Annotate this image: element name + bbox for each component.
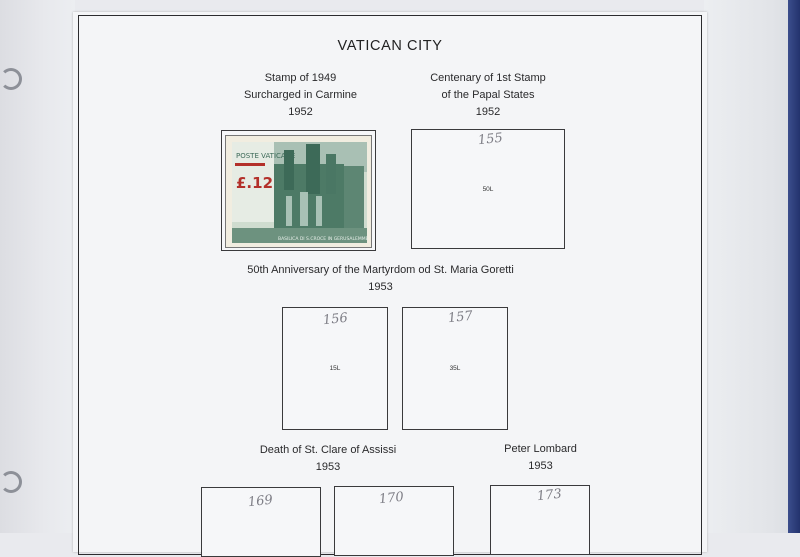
heading-line: of the Papal States	[441, 89, 535, 101]
album-page-edges	[704, 0, 800, 533]
heading-year: 1952	[475, 106, 501, 118]
stamp-slot	[201, 487, 321, 557]
section-heading-goretti	[183, 262, 578, 296]
stamp-caption: BASILICA DI S.CROCE IN GERUSALEMME	[278, 237, 369, 242]
stamp-header: POSTE VATICANE	[236, 152, 296, 160]
denomination-label: 15L	[329, 365, 341, 372]
catalog-number: 170	[378, 489, 405, 508]
binder-cover	[788, 0, 800, 533]
page-title: VATICAN CITY	[337, 38, 443, 54]
heading-line: Death of St. Clare of Assissi	[259, 444, 397, 456]
stamp-slot	[411, 129, 565, 249]
catalog-number: 173	[536, 486, 563, 505]
stamp-slot	[334, 486, 454, 556]
binder-ring	[0, 471, 22, 493]
catalog-number: 156	[322, 310, 349, 329]
heading-line: Centenary of 1st Stamp	[430, 72, 546, 84]
section-heading-st-clare	[233, 442, 423, 476]
stamp-slot	[282, 307, 388, 430]
heading-year: 1952	[288, 106, 313, 118]
heading-line: 50th Anniversary of the Martyrdom od St. Maria Goretti	[247, 264, 514, 276]
heading-year: 1953	[368, 281, 393, 293]
heading-line: Stamp of 1949	[264, 72, 337, 84]
stamp-mount	[221, 130, 376, 251]
stamp-surcharge-value: £.12	[236, 174, 274, 192]
catalog-number: 169	[247, 492, 274, 511]
heading-line: Peter Lombard	[504, 443, 577, 455]
stamp-slot	[402, 307, 508, 430]
catalog-number: 157	[447, 308, 474, 327]
album-page	[73, 12, 707, 552]
stamp-slot	[490, 485, 590, 555]
section-heading-peter-lombard	[473, 441, 608, 475]
denomination-label: 35L	[449, 365, 461, 372]
section-heading-centenary	[398, 70, 578, 121]
stamp-basilica	[225, 135, 372, 248]
heading-year: 1953	[528, 460, 553, 472]
binder-ring	[0, 68, 22, 90]
heading-year: 1953	[315, 461, 341, 473]
denomination-label: 50L	[482, 186, 494, 193]
catalog-number: 155	[477, 130, 504, 149]
heading-line: Surcharged in Carmine	[243, 89, 358, 101]
section-heading-surcharge	[218, 70, 383, 121]
